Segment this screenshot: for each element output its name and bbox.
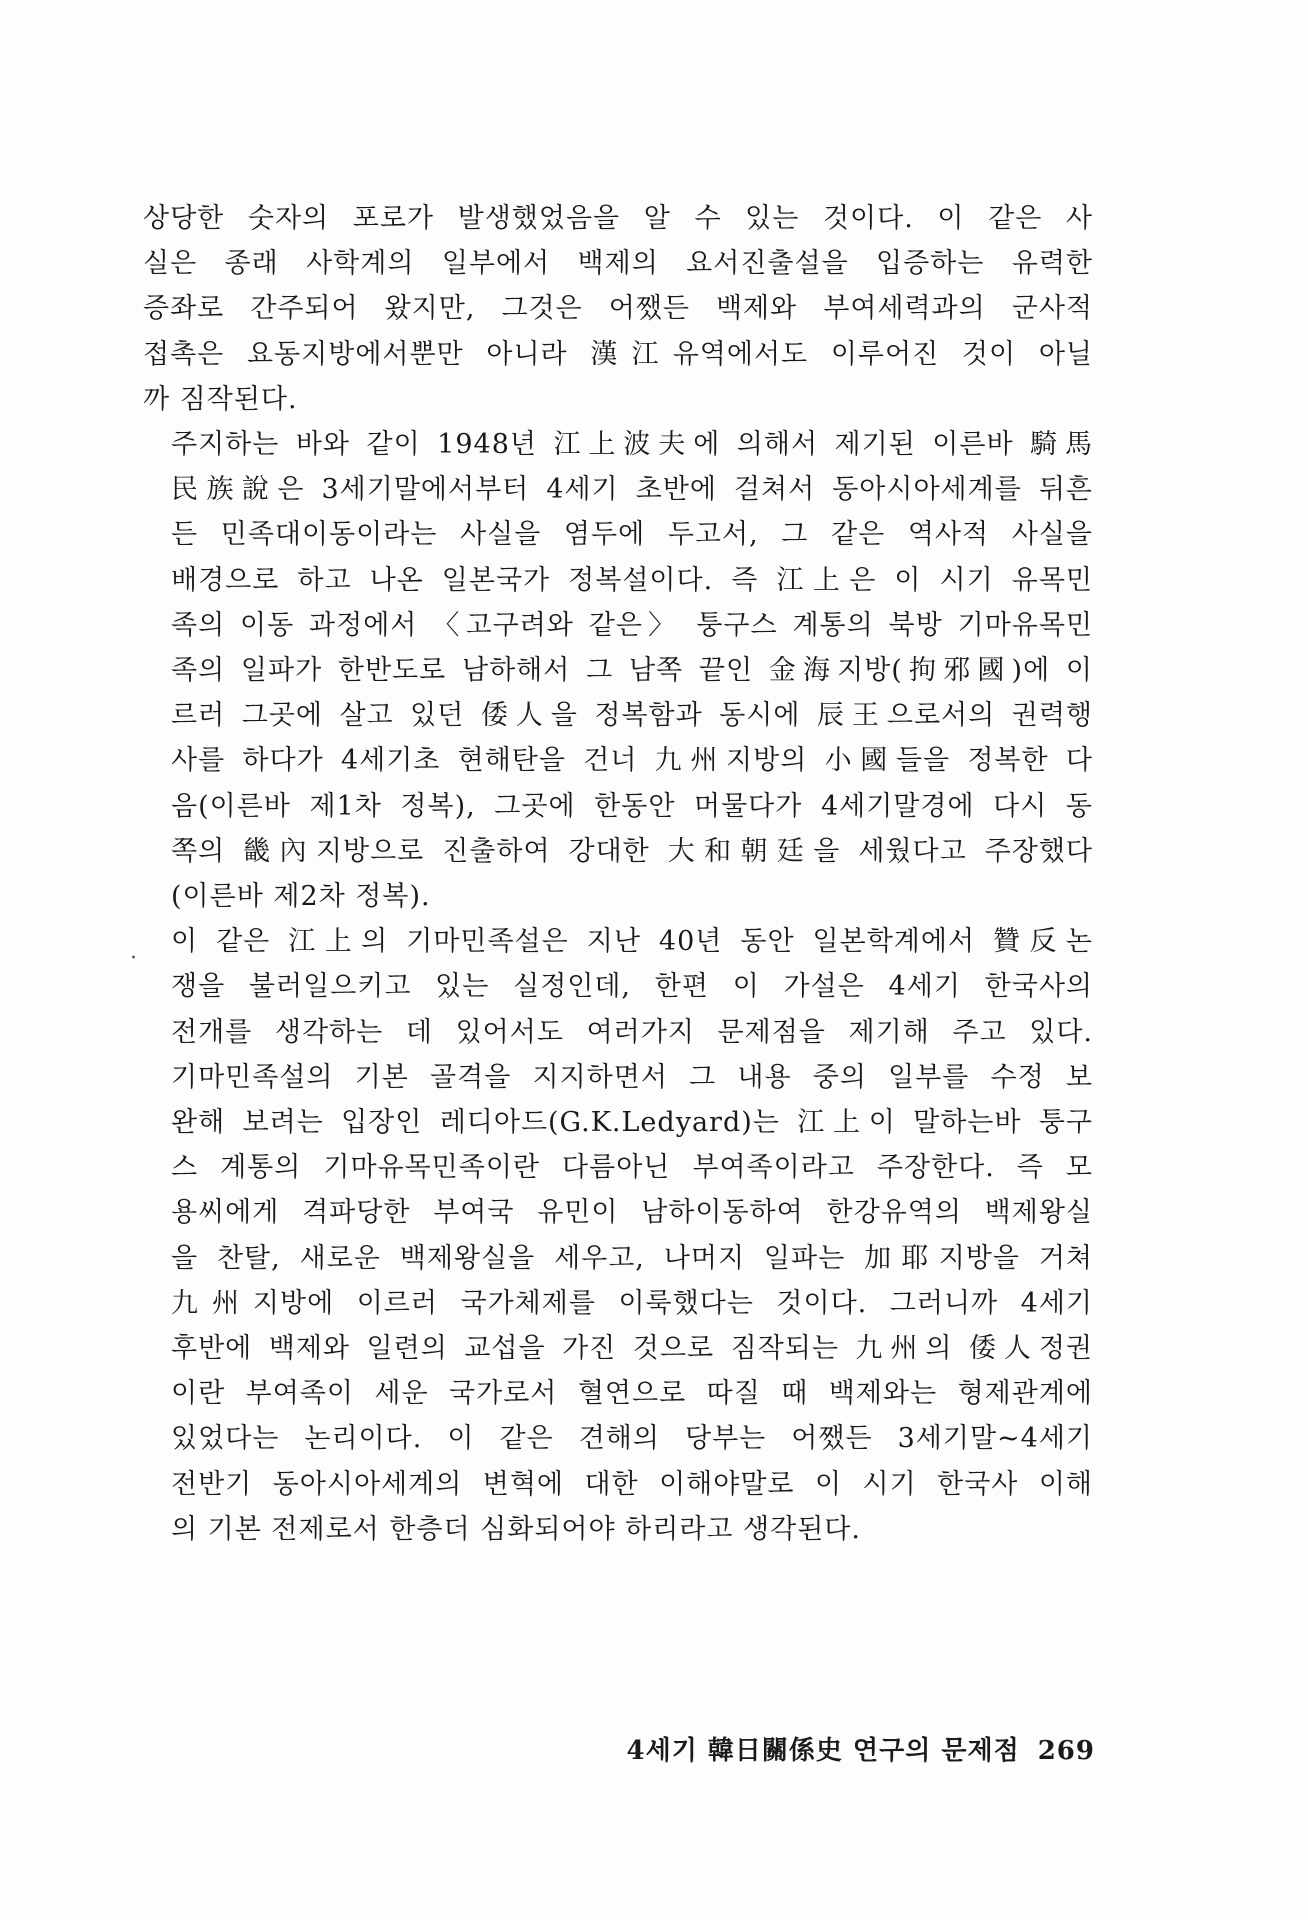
running-footer — [615, 1730, 1095, 1770]
text-line: 까 짐작된다. — [143, 383, 298, 415]
text-line: 전반기 동아시아세계의 변혁에 대한 이해야말로 이 시기 한국사 이해 — [171, 1468, 1093, 1500]
text-line: 스 계통의 기마유목민족이란 다름아닌 부여족이라고 주장한다. 즉 모 — [171, 1152, 1093, 1184]
text-line: 든 민족대이동이라는 사실을 염두에 두고서, 그 같은 역사적 사실을 — [171, 519, 1093, 551]
text-line: 상당한 숫자의 포로가 발생했었음을 알 수 있는 것이다. 이 같은 사 — [143, 203, 1093, 234]
paragraph-2 — [143, 422, 1093, 919]
text-line: 기마민족설의 기본 골격을 지지하면서 그 내용 중의 일부를 수정 보 — [171, 1061, 1093, 1093]
text-line: 쪽의 畿內지방으로 진출하여 강대한 大和朝廷을 세웠다고 주장했다 — [171, 835, 1093, 867]
text-line: 사를 하다가 4세기초 현해탄을 건너 九州지방의 小國들을 정복한 다 — [171, 745, 1093, 777]
text-line: 실은 종래 사학계의 일부에서 백제의 요서진출설을 입증하는 유력한 — [143, 248, 1093, 280]
text-line: 이 같은 江上의 기마민족설은 지난 40년 동안 일본학계에서 贊反논 — [171, 926, 1093, 958]
text-line: 이란 부여족이 세운 국가로서 혈연으로 따질 때 백제와는 형제관계에 — [171, 1378, 1093, 1410]
text-line: 을 찬탈, 새로운 백제왕실을 세우고, 나머지 일파는 加耶지방을 거쳐 — [171, 1242, 1093, 1274]
running-title: 4세기 韓日關係史 연구의 문제점 — [626, 1736, 1020, 1766]
paragraph-3 — [143, 919, 1093, 1552]
text-line: 완해 보려는 입장인 레디아드(G.K.Ledyard)는 江上이 말하는바 퉁구 — [171, 1107, 1093, 1139]
text-line: 전개를 생각하는 데 있어서도 여러가지 문제점을 제기해 주고 있다. — [171, 1016, 1093, 1048]
margin-mark: · — [130, 946, 137, 971]
text-line: 배경으로 하고 나온 일본국가 정복설이다. 즉 江上은 이 시기 유목민 — [171, 564, 1093, 596]
text-line: (이른바 제2차 정복). — [171, 881, 431, 913]
text-line: 民族說은 3세기말에서부터 4세기 초반에 걸쳐서 동아시아세계를 뒤흔 — [171, 474, 1093, 506]
text-line: 족의 이동 과정에서 〈고구려와 같은〉 퉁구스 계통의 북방 기마유목민 — [171, 609, 1093, 641]
page-number: 269 — [1037, 1736, 1095, 1766]
text-line: 증좌로 간주되어 왔지만, 그것은 어쨌든 백제와 부여세력과의 군사적 — [143, 293, 1093, 325]
paragraph-1 — [143, 196, 1093, 422]
text-line: 주지하는 바와 같이 1948년 江上波夫에 의해서 제기된 이른바 騎馬 — [171, 429, 1093, 461]
text-line: 쟁을 불러일으키고 있는 실정인데, 한편 이 가설은 4세기 한국사의 — [171, 971, 1093, 1003]
text-line: 있었다는 논리이다. 이 같은 견해의 당부는 어쨌든 3세기말~4세기 — [171, 1423, 1093, 1455]
text-line: 접촉은 요동지방에서뿐만 아니라 漢江유역에서도 이루어진 것이 아닐 — [143, 338, 1093, 370]
text-line: 르러 그곳에 살고 있던 倭人을 정복함과 동시에 辰王으로서의 권력행 — [171, 700, 1093, 732]
text-line: 족의 일파가 한반도로 남하해서 그 남쪽 끝인 金海지방(拘邪國)에 이 — [171, 655, 1093, 687]
body-text — [143, 196, 1093, 1552]
text-line: 음(이른바 제1차 정복), 그곳에 한동안 머물다가 4세기말경에 다시 동 — [171, 790, 1093, 822]
text-line: 후반에 백제와 일련의 교섭을 가진 것으로 짐작되는 九州의 倭人정권 — [171, 1333, 1093, 1365]
text-line: 의 기본 전제로서 한층더 심화되어야 하리라고 생각된다. — [171, 1513, 861, 1545]
text-line: 용씨에게 격파당한 부여국 유민이 남하이동하여 한강유역의 백제왕실 — [171, 1197, 1093, 1229]
text-line: 九州지방에 이르러 국가체제를 이룩했다는 것이다. 그러니까 4세기 — [171, 1287, 1093, 1319]
